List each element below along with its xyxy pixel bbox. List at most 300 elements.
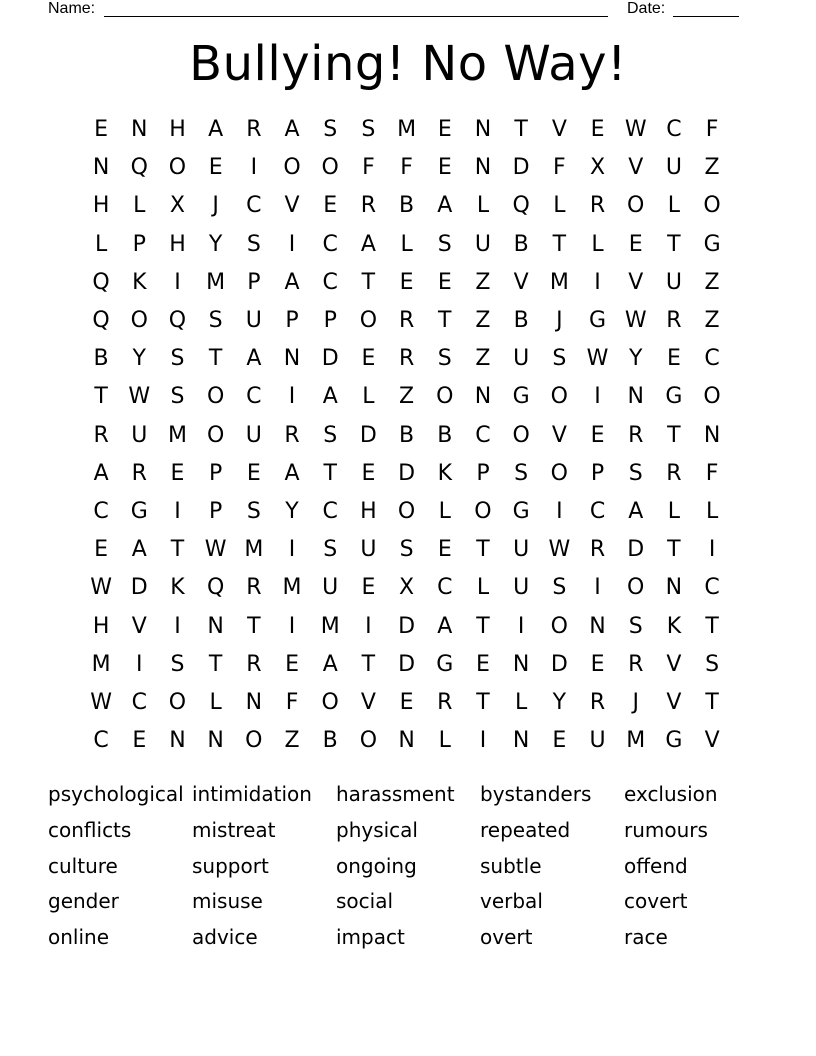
grid-cell: C xyxy=(437,575,453,601)
grid-cell: X xyxy=(589,155,606,181)
grid-cell: C xyxy=(322,269,338,295)
grid-cell: X xyxy=(169,193,185,219)
grid-cell: T xyxy=(667,537,681,563)
grid-cell: V xyxy=(704,728,720,754)
word-list-item: covert xyxy=(624,889,688,914)
grid-cell: D xyxy=(398,613,416,639)
grid-cell: D xyxy=(398,651,416,677)
grid-cell: P xyxy=(590,460,605,486)
worksheet-header xyxy=(0,0,816,20)
grid-cell: N xyxy=(703,422,721,448)
grid-cell: I xyxy=(479,728,487,754)
word-list-item: race xyxy=(624,925,668,950)
grid-cell: S xyxy=(170,346,185,372)
grid-row xyxy=(82,340,734,378)
grid-cell: U xyxy=(513,575,530,601)
grid-cell: N xyxy=(131,117,148,143)
grid-cell: K xyxy=(666,613,682,639)
grid-cell: W xyxy=(586,346,609,372)
grid-cell: E xyxy=(361,460,376,486)
grid-cell: E xyxy=(94,117,109,143)
grid-cell: R xyxy=(398,308,415,334)
grid-cell: S xyxy=(437,346,452,372)
grid-cell: V xyxy=(628,155,644,181)
grid-cell: T xyxy=(476,613,490,639)
grid-cell: D xyxy=(130,575,148,601)
grid-cell: O xyxy=(206,422,225,448)
grid-cell: A xyxy=(284,117,300,143)
word-list-item: ongoing xyxy=(336,853,417,878)
grid-cell: Z xyxy=(704,269,720,295)
grid-row xyxy=(82,722,734,760)
grid-cell: R xyxy=(284,422,300,448)
word-list-item: harassment xyxy=(336,782,455,806)
grid-cell: Q xyxy=(512,193,530,219)
grid-cell: R xyxy=(589,193,606,219)
grid-cell: T xyxy=(323,460,337,486)
grid-cell: Y xyxy=(132,346,146,372)
grid-cell: Y xyxy=(628,346,643,372)
grid-cell: C xyxy=(246,384,262,410)
grid-cell: F xyxy=(362,155,375,181)
grid-cell: I xyxy=(288,231,296,257)
word-list-item: social xyxy=(336,889,394,914)
grid-cell: P xyxy=(209,460,223,486)
grid-cell: E xyxy=(666,346,681,372)
grid-cell: W xyxy=(204,537,227,563)
word-list-item: culture xyxy=(48,853,118,878)
grid-cell: M xyxy=(626,728,646,754)
grid-cell: R xyxy=(437,689,453,715)
grid-cell: O xyxy=(283,155,301,181)
grid-cell: G xyxy=(703,231,721,257)
grid-cell: E xyxy=(170,460,185,486)
grid-row xyxy=(82,646,734,684)
word-list-item: impact xyxy=(336,925,405,950)
grid-cell: S xyxy=(323,422,338,448)
grid-cell: I xyxy=(556,498,563,524)
grid-cell: Z xyxy=(475,269,491,295)
grid-cell: I xyxy=(174,613,181,639)
word-list-item: gender xyxy=(48,889,119,914)
grid-cell: K xyxy=(437,460,452,486)
grid-cell: O xyxy=(627,575,645,601)
grid-cell: I xyxy=(517,613,525,639)
grid-cell: E xyxy=(361,346,376,372)
grid-cell: V xyxy=(628,269,644,295)
grid-cell: M xyxy=(282,575,302,601)
grid-cell: N xyxy=(512,728,530,754)
grid-cell: M xyxy=(206,269,226,295)
grid-cell: G xyxy=(665,384,683,410)
grid-cell: L xyxy=(553,193,566,219)
grid-cell: C xyxy=(131,689,147,715)
grid-cell: E xyxy=(590,422,605,448)
grid-cell: V xyxy=(551,117,567,143)
grid-cell: N xyxy=(245,689,263,715)
word-list-item: exclusion xyxy=(624,782,718,806)
grid-cell: V xyxy=(360,689,376,715)
grid-cell: N xyxy=(283,346,301,372)
grid-cell: V xyxy=(131,613,147,639)
grid-cell: G xyxy=(589,308,607,334)
grid-cell: A xyxy=(360,231,376,257)
grid-cell: J xyxy=(212,193,219,219)
grid-cell: E xyxy=(399,269,414,295)
grid-cell: M xyxy=(91,651,111,677)
grid-cell: F xyxy=(285,689,299,715)
grid-row xyxy=(82,569,734,607)
grid-cell: L xyxy=(94,231,108,257)
grid-cell: M xyxy=(397,117,417,143)
word-list-item: advice xyxy=(192,925,258,950)
grid-cell: F xyxy=(400,155,413,181)
grid-cell: R xyxy=(589,537,606,563)
grid-cell: E xyxy=(437,537,452,563)
grid-cell: A xyxy=(208,117,224,143)
grid-cell: L xyxy=(476,575,490,601)
grid-cell: O xyxy=(168,689,187,715)
grid-cell: E xyxy=(437,269,452,295)
grid-cell: D xyxy=(512,155,530,181)
grid-cell: D xyxy=(550,651,568,677)
grid-cell: A xyxy=(246,346,262,372)
word-list-item: psychological xyxy=(48,782,184,806)
grid-cell: G xyxy=(512,384,530,410)
grid-cell: U xyxy=(245,422,262,448)
grid-cell: I xyxy=(708,537,716,563)
word-list-item: repeated xyxy=(480,817,571,842)
grid-cell: O xyxy=(359,728,378,754)
grid-cell: U xyxy=(131,422,148,448)
word-list-item: overt xyxy=(480,925,533,950)
word-list-item: rumours xyxy=(624,817,708,842)
word-list-item: intimidation xyxy=(192,782,312,806)
grid-cell: S xyxy=(361,117,376,143)
grid-cell: L xyxy=(133,193,146,219)
grid-cell: Z xyxy=(284,728,300,754)
grid-cell: I xyxy=(594,575,601,601)
grid-cell: N xyxy=(207,728,224,754)
grid-cell: T xyxy=(552,231,567,257)
grid-cell: N xyxy=(474,117,492,143)
grid-cell: L xyxy=(400,231,413,257)
grid-cell: N xyxy=(398,728,415,754)
grid-cell: U xyxy=(513,537,530,563)
grid-cell: U xyxy=(474,231,492,257)
grid-cell: E xyxy=(399,689,414,715)
grid-cell: Q xyxy=(92,308,110,334)
grid-cell: Z xyxy=(475,346,491,372)
grid-cell: Y xyxy=(208,231,223,257)
grid-cell: P xyxy=(132,231,146,257)
grid-cell: M xyxy=(167,422,187,448)
grid-cell: O xyxy=(321,155,339,181)
grid-row xyxy=(82,607,734,645)
grid-cell: F xyxy=(705,117,719,143)
grid-cell: U xyxy=(589,728,606,754)
grid-cell: V xyxy=(551,422,567,448)
grid-cell: R xyxy=(246,651,262,677)
grid-cell: Q xyxy=(130,155,148,181)
grid-cell: I xyxy=(136,651,143,677)
grid-cell: E xyxy=(590,651,605,677)
grid-cell: R xyxy=(246,575,262,601)
grid-cell: R xyxy=(628,422,644,448)
grid-cell: H xyxy=(92,193,110,219)
grid-cell: S xyxy=(628,460,643,486)
grid-cell: X xyxy=(399,575,415,601)
grid-cell: S xyxy=(170,384,185,410)
grid-cell: R xyxy=(666,308,682,334)
grid-cell: L xyxy=(438,728,451,754)
grid-cell: E xyxy=(437,117,452,143)
grid-cell: S xyxy=(246,231,261,257)
grid-cell: H xyxy=(169,117,186,143)
word-list-item: misuse xyxy=(192,889,263,914)
grid-cell: V xyxy=(284,193,300,219)
grid-cell: E xyxy=(628,231,643,257)
grid-cell: A xyxy=(322,384,338,410)
grid-cell: H xyxy=(169,231,186,257)
grid-cell: R xyxy=(131,460,147,486)
grid-cell: L xyxy=(667,193,681,219)
letter-grid xyxy=(82,111,734,761)
grid-cell: N xyxy=(589,613,606,639)
grid-cell: O xyxy=(359,308,378,334)
grid-cell: E xyxy=(590,117,605,143)
grid-row xyxy=(82,187,734,225)
grid-cell: I xyxy=(250,155,258,181)
grid-cell: T xyxy=(514,117,528,143)
grid-cell: S xyxy=(514,460,529,486)
word-list-item: mistreat xyxy=(192,817,276,842)
grid-cell: O xyxy=(703,384,721,410)
grid-cell: T xyxy=(438,308,452,334)
grid-cell: P xyxy=(476,460,490,486)
grid-cell: J xyxy=(632,689,639,715)
grid-cell: D xyxy=(321,346,339,372)
grid-cell: E xyxy=(208,155,223,181)
name-field[interactable] xyxy=(104,16,608,17)
grid-cell: D xyxy=(627,537,645,563)
grid-cell: T xyxy=(247,613,261,639)
grid-cell: L xyxy=(438,498,451,524)
grid-cell: W xyxy=(624,308,647,334)
grid-cell: R xyxy=(246,117,262,143)
grid-cell: B xyxy=(437,422,453,448)
grid-cell: R xyxy=(666,460,682,486)
grid-cell: U xyxy=(513,346,530,372)
grid-cell: W xyxy=(90,575,112,601)
grid-row xyxy=(82,149,734,187)
grid-cell: T xyxy=(361,651,376,677)
grid-cell: I xyxy=(174,269,181,295)
grid-cell: A xyxy=(437,193,453,219)
page-title: Bullying! No Way! xyxy=(189,36,627,92)
grid-cell: R xyxy=(360,193,377,219)
grid-cell: O xyxy=(206,384,225,410)
grid-cell: R xyxy=(398,346,415,372)
grid-cell: O xyxy=(436,384,454,410)
grid-cell: S xyxy=(705,651,720,677)
grid-cell: T xyxy=(476,537,490,563)
grid-cell: S xyxy=(399,537,414,563)
grid-cell: O xyxy=(168,155,187,181)
grid-cell: B xyxy=(513,308,529,334)
grid-cell: B xyxy=(513,231,529,257)
grid-cell: Z xyxy=(704,308,720,334)
grid-cell: L xyxy=(705,498,719,524)
grid-cell: E xyxy=(285,651,299,677)
grid-row xyxy=(82,417,734,455)
grid-cell: O xyxy=(321,689,339,715)
grid-cell: B xyxy=(93,346,109,372)
grid-cell: O xyxy=(130,308,148,334)
grid-cell: R xyxy=(93,422,109,448)
grid-cell: L xyxy=(515,689,528,715)
grid-cell: E xyxy=(552,728,567,754)
grid-cell: L xyxy=(667,498,681,524)
grid-cell: O xyxy=(512,422,530,448)
word-list-item: physical xyxy=(336,817,418,842)
grid-cell: L xyxy=(476,193,490,219)
grid-row xyxy=(82,493,734,531)
grid-cell: N xyxy=(474,384,492,410)
grid-row xyxy=(82,111,734,149)
grid-cell: C xyxy=(322,231,338,257)
grid-cell: P xyxy=(323,308,337,334)
grid-cell: C xyxy=(93,728,109,754)
grid-cell: W xyxy=(90,689,112,715)
grid-cell: C xyxy=(704,575,720,601)
grid-cell: U xyxy=(322,575,339,601)
grid-cell: C xyxy=(475,422,491,448)
grid-cell: I xyxy=(288,613,296,639)
grid-cell: A xyxy=(284,269,300,295)
grid-cell: A xyxy=(93,460,109,486)
grid-cell: A xyxy=(628,498,644,524)
grid-cell: N xyxy=(92,155,110,181)
grid-cell: N xyxy=(474,155,492,181)
grid-cell: E xyxy=(437,155,452,181)
grid-cell: C xyxy=(589,498,606,524)
grid-cell: L xyxy=(362,384,375,410)
grid-cell: N xyxy=(207,613,224,639)
grid-cell: S xyxy=(437,231,452,257)
grid-cell: A xyxy=(131,537,147,563)
grid-row xyxy=(82,226,734,264)
grid-row xyxy=(82,455,734,493)
word-list xyxy=(48,778,768,957)
grid-cell: E xyxy=(323,193,338,219)
grid-cell: I xyxy=(594,269,601,295)
grid-cell: O xyxy=(627,193,645,219)
grid-cell: V xyxy=(666,651,682,677)
grid-cell: W xyxy=(624,117,647,143)
grid-cell: Q xyxy=(206,575,225,601)
grid-cell: S xyxy=(323,537,338,563)
grid-cell: L xyxy=(591,231,604,257)
grid-cell: M xyxy=(244,537,264,563)
grid-cell: M xyxy=(320,613,340,639)
grid-cell: I xyxy=(288,384,296,410)
grid-cell: W xyxy=(548,537,571,563)
grid-cell: T xyxy=(94,384,108,410)
grid-cell: A xyxy=(322,651,338,677)
grid-cell: M xyxy=(549,269,569,295)
grid-cell: O xyxy=(397,498,416,524)
grid-cell: T xyxy=(361,269,376,295)
grid-cell: U xyxy=(360,537,377,563)
grid-cell: B xyxy=(399,422,415,448)
grid-cell: W xyxy=(128,384,151,410)
grid-cell: O xyxy=(550,613,568,639)
grid-cell: N xyxy=(665,575,683,601)
grid-cell: K xyxy=(132,269,147,295)
grid-cell: C xyxy=(246,193,262,219)
grid-cell: T xyxy=(476,689,490,715)
grid-cell: E xyxy=(361,575,376,601)
grid-cell: H xyxy=(360,498,377,524)
grid-cell: B xyxy=(399,193,415,219)
grid-cell: O xyxy=(550,384,568,410)
word-list-item: offend xyxy=(624,853,688,878)
grid-cell: T xyxy=(170,537,185,563)
grid-cell: G xyxy=(512,498,530,524)
grid-cell: K xyxy=(170,575,185,601)
grid-cell: G xyxy=(130,498,148,524)
grid-row xyxy=(82,302,734,340)
grid-cell: C xyxy=(704,346,720,372)
grid-cell: T xyxy=(667,422,681,448)
grid-cell: S xyxy=(323,117,338,143)
word-list-item: subtle xyxy=(480,853,542,878)
grid-cell: E xyxy=(94,537,109,563)
grid-cell: T xyxy=(208,346,223,372)
grid-cell: O xyxy=(703,193,721,219)
grid-cell: U xyxy=(245,308,262,334)
word-list-item: bystanders xyxy=(480,782,592,806)
word-list-item: online xyxy=(48,925,110,950)
grid-cell: F xyxy=(705,460,719,486)
grid-cell: Q xyxy=(168,308,187,334)
grid-cell: C xyxy=(666,117,682,143)
grid-cell: G xyxy=(665,728,683,754)
date-field[interactable] xyxy=(673,16,739,17)
grid-cell: E xyxy=(246,460,261,486)
name-label: Name: xyxy=(48,0,96,17)
grid-cell: Z xyxy=(475,308,491,334)
grid-cell: U xyxy=(665,155,682,181)
grid-cell: T xyxy=(705,613,719,639)
grid-cell: Y xyxy=(552,689,567,715)
word-list-item: support xyxy=(192,853,269,878)
grid-cell: S xyxy=(552,575,567,601)
grid-cell: U xyxy=(665,269,682,295)
word-list-item: conflicts xyxy=(48,817,132,842)
grid-cell: G xyxy=(436,651,454,677)
grid-cell: I xyxy=(174,498,181,524)
grid-cell: O xyxy=(550,460,568,486)
grid-cell: Z xyxy=(399,384,415,410)
grid-cell: D xyxy=(398,460,416,486)
grid-cell: E xyxy=(132,728,147,754)
grid-cell: Y xyxy=(285,498,299,524)
grid-cell: C xyxy=(322,498,338,524)
grid-cell: Z xyxy=(704,155,720,181)
grid-cell: S xyxy=(246,498,261,524)
